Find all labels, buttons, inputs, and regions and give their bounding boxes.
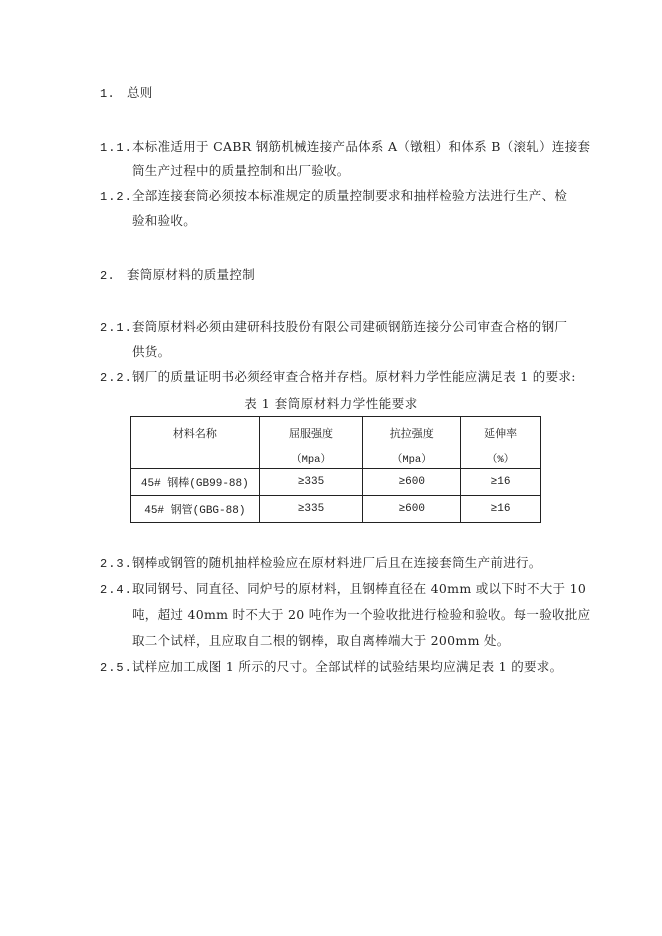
clause-2-4-line-2: 吨，超过 40mm 时不大于 20 吨作为一个验收批进行检验和验收。每一验收批应 [132, 607, 591, 622]
clause-2-3-line-1 [100, 554, 542, 573]
clause-text: 取同钢号、同直径、同炉号的原材料，且钢棒直径在 40mm 或以下时不大于 10 [132, 581, 587, 596]
clause-2-4-line-3: 取二个试样，且应取自二根的钢棒，取自离棒端大于 200mm 处。 [132, 633, 510, 648]
table-row [131, 496, 541, 523]
table-cell: ≥16 [461, 496, 541, 523]
clause-1-1-line-1 [100, 138, 590, 157]
clause-text: 全部连接套筒必须按本标准规定的质量控制要求和抽样检验方法进行生产、检 [132, 188, 568, 203]
clause-2-1-line-1 [100, 318, 567, 337]
table-row [131, 469, 541, 496]
table-cell: ≥16 [461, 469, 541, 496]
table-header-cell: 材料名称 [131, 417, 260, 469]
clause-1-2-line-1 [100, 187, 567, 206]
table-header-cell: 抗拉强度 （Mpa） [363, 417, 461, 469]
clause-1-1-line-2: 筒生产过程中的质量控制和出厂验收。 [132, 163, 350, 178]
table-cell: 45# 钢棒(GB99-88) [131, 469, 260, 496]
clause-text: 试样应加工成图 1 所示的尺寸。全部试样的试验结果均应满足表 1 的要求。 [132, 659, 563, 674]
table-cell: ≥600 [363, 469, 461, 496]
clause-text: 套筒原材料必须由建研科技股份有限公司建硕钢筋连接分公司审查合格的钢厂 [132, 319, 568, 334]
table-caption: 表 1 套筒原材料力学性能要求 [244, 396, 418, 411]
section-number: 1. [100, 87, 116, 101]
table-cell: ≥600 [363, 496, 461, 523]
section-title: 套筒原材料的质量控制 [127, 267, 256, 282]
section-1-heading [100, 84, 153, 103]
clause-number: 2.5. [100, 661, 133, 675]
clause-text: 钢棒或钢管的随机抽样检验应在原材料进厂后且在连接套筒生产前进行。 [132, 555, 542, 570]
table-header-row [131, 417, 541, 469]
table-header-cell: 屈服强度 （Mpa） [259, 417, 363, 469]
clause-number: 2.3. [100, 557, 133, 571]
clause-2-4-line-1 [100, 580, 586, 599]
clause-text: 本标准适用于 CABR 钢筋机械连接产品体系 A（镦粗）和体系 B（滚轧）连接套 [132, 139, 591, 154]
clause-number: 2.1. [100, 321, 133, 335]
clause-2-2-line-1 [100, 368, 576, 387]
section-number: 2. [100, 269, 116, 283]
table-cell: 45# 钢管(GBG-88) [131, 496, 260, 523]
clause-number: 2.2. [100, 371, 133, 385]
clause-text: 钢厂的质量证明书必须经审查合格并存档。原材料力学性能应满足表 1 的要求: [132, 369, 576, 384]
clause-number: 1.1. [100, 141, 133, 155]
clause-number: 2.4. [100, 583, 133, 597]
clause-2-1-line-2: 供货。 [132, 344, 171, 359]
clause-1-2-line-2: 验和验收。 [132, 213, 197, 228]
clause-number: 1.2. [100, 190, 133, 204]
clause-2-5-line-1 [100, 658, 562, 677]
table-cell: ≥335 [259, 496, 363, 523]
table-header-cell: 延伸率 （%） [461, 417, 541, 469]
section-2-heading [100, 266, 255, 285]
section-title: 总则 [127, 85, 153, 100]
table-cell: ≥335 [259, 469, 363, 496]
material-properties-table [130, 416, 541, 523]
